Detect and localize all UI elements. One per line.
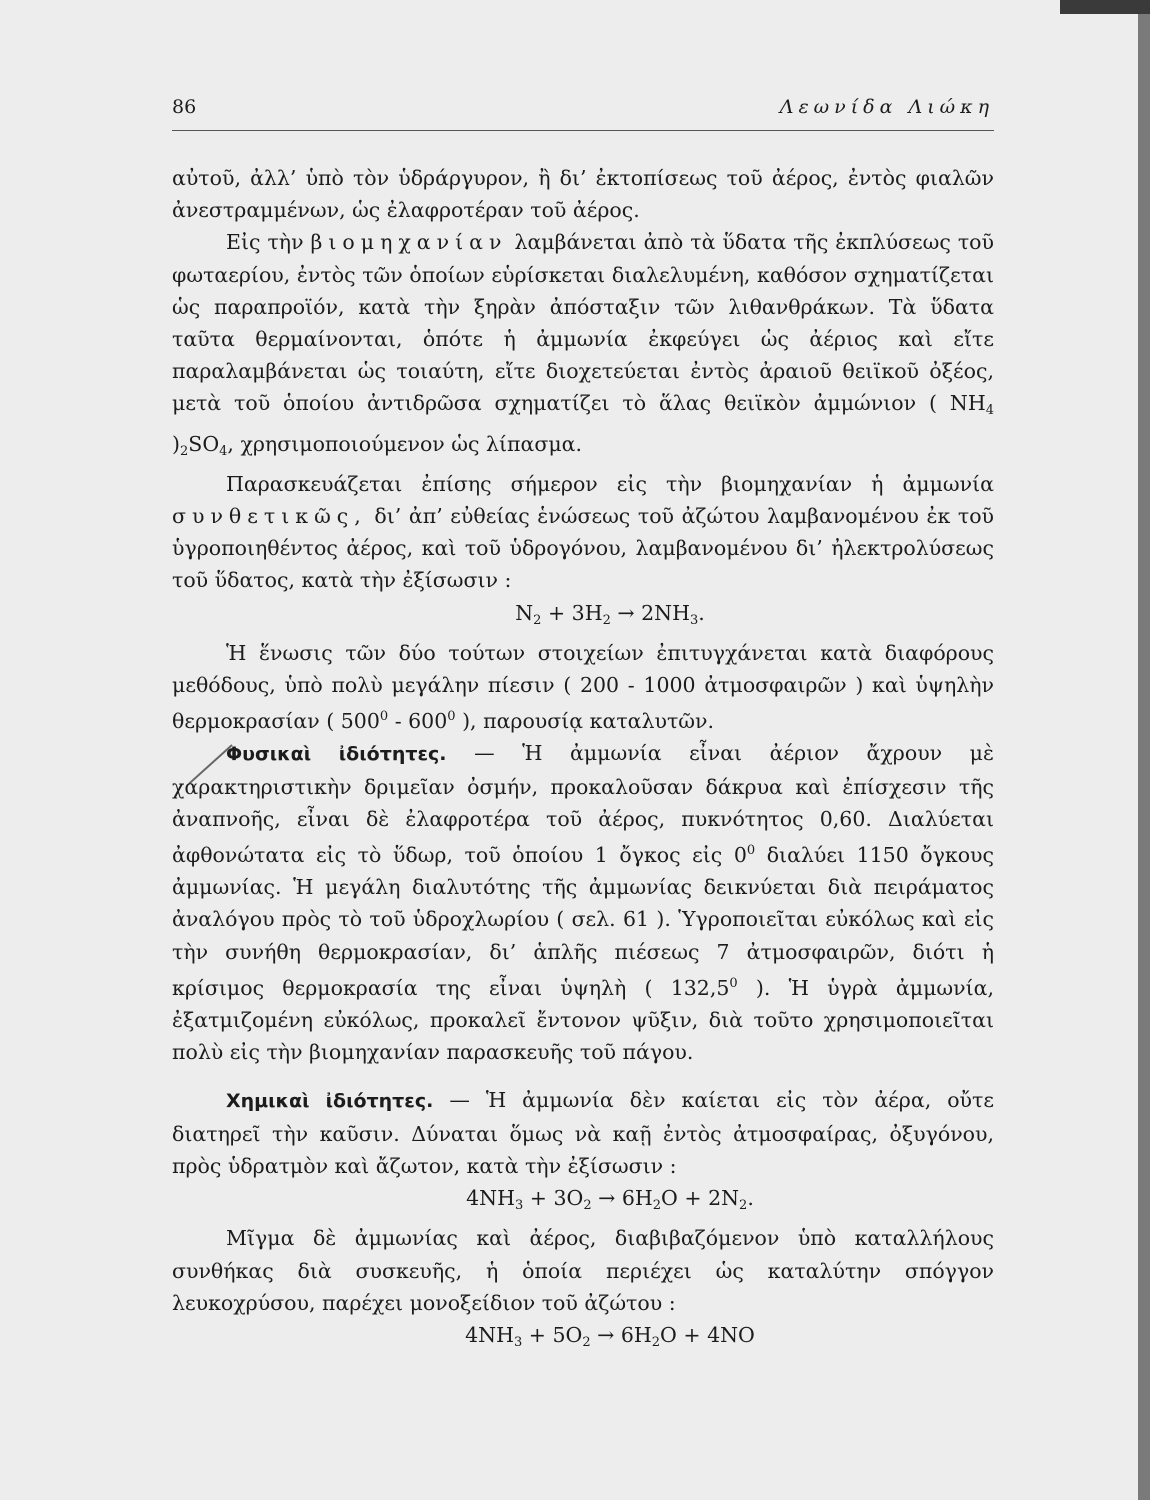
eq2-2: + 3O (523, 1186, 584, 1211)
p5-b: διαλύει 1150 ὄγκους ἀμμωνίας. Ἡ μεγάλη διαλυτότης τῆς ἀμμωνίας δεικνύεται διὰ πειράματος ἀναλόγου πρὸς τὸ τοῦ ὑδροχλωρίου ( σελ. 61 ). Ὑγροποιεῖται εὐκόλως καὶ εἰς τὴν συνήθη θερμοκρασίαν, δι’ ἁπλῆς πιέσεως 7 ἀτμοσφαιρῶν, διότι ἡ κρίσιμος θερμοκρασία της εἶναι ὑψηλὴ ( 132,5 (172, 843, 994, 1000)
p6-text: — Ἡ ἀμμωνία δὲν καίεται εἰς τὸν ἀέρα, οὔτε διατηρεῖ τὴν καῦσιν. Δύναται ὅμως νὰ καῇ ἐντὸς ἀτμοσφαίρας, ὀξυγόνου, πρὸς ὑδρατμὸν καὶ ἄζωτον, κατὰ τὴν ἐξίσωσιν : (172, 1088, 994, 1178)
f-b: 4 (985, 403, 994, 419)
p2-spaced-word: βιομηχανίαν (310, 230, 508, 255)
paragraph-1: αὐτοῦ, ἀλλ’ ὑπὸ τὸν ὑδράργυρον, ἢ δι’ ἐκτοπίσεως τοῦ ἀέρος, ἐντὸς φιαλῶν ἀνεστραμμένων, ὡς ἐλαφροτέραν τοῦ ἀέρος. (172, 166, 994, 223)
eq1-3: 2 (602, 612, 611, 628)
eq3-2: + 5O (522, 1322, 583, 1347)
f-f: 4 (219, 443, 228, 459)
running-head: Λεωνίδα Λιώκη (779, 96, 994, 118)
f-e: SO (188, 431, 220, 456)
p4-sup1: 0 (379, 709, 389, 725)
eq1-5: 3 (689, 612, 699, 628)
paragraph-4 (172, 637, 994, 738)
paragraph-2 (172, 226, 994, 467)
p3-start: Παρασκευάζεται ἐπίσης σήμερον εἰς τὴν βιομηχανίαν ἡ ἀμμωνία (226, 471, 994, 496)
eq2-3: 2 (583, 1198, 592, 1214)
f-a: ( NH (929, 391, 986, 416)
eq2-5: 2 (652, 1198, 662, 1214)
eq2-4: → 6H (591, 1186, 653, 1211)
p2-rest: λαμβάνεται ἀπὸ τὰ ὕδατα τῆς ἐκπλύσεως τοῦ φωταερίου, ἐντὸς τῶν ὁποίων εὑρίσκεται διαλελυμένη, καθόσον σχηματίζεται ὡς παραπροϊόν, κατὰ τὴν ξηρὰν ἀπόσταξιν τῶν λιθανθράκων. Τὰ ὕδατα ταῦτα θερμαίνονται, ὁπότε ἡ ἀμμωνία ἐκφεύγει ὡς ἀέριος καὶ εἴτε παραλαμβάνεται ὡς τοιαύτη, εἴτε διοχετεύεται ἐντὸς ἀραιοῦ θειϊκοῦ ὀξέος, μετὰ τοῦ ὁποίου ἀντιδρῶσα σχηματίζει τὸ ἅλας θειϊκὸν ἀμμώνιον (172, 230, 994, 416)
paragraph-7: Μῖγμα δὲ ἀμμωνίας καὶ ἀέρος, διαβιβαζόμενον ὑπὸ καταλλήλους συνθήκας διὰ συσκευῆς, ἡ ὁποία περιέχει ὡς καταλύτην σπόγγον λευκοχρύσου, παρέχει μονοξείδιον τοῦ ἀζώτου : (172, 1226, 994, 1315)
paragraph-6 (172, 1084, 994, 1182)
heading-chemical-properties: Χημικαὶ ἰδιότητες. (226, 1090, 434, 1113)
heading-physical-properties: Φυσικαὶ ἰδιότητες. (226, 743, 447, 766)
p4-end: ), παρουσίᾳ καταλυτῶν. (455, 709, 714, 734)
p4-sup2: 0 (447, 709, 456, 725)
eq3-0: 4NH (465, 1322, 514, 1347)
p5-a: — Ἡ ἀμμωνία εἶναι ἀέριον ἄχρουν μὲ χαρακτηριστικὴν δριμεῖαν ὀσμήν, προκαλοῦσαν δάκρυα καὶ ἐπίσχεσιν τῆς ἀναπνοῆς, εἶναι δὲ ἐλαφροτέρα τοῦ ἀέρος, πυκνότητος 0,60. Διαλύεται ἀφθονώτατα εἰς τὸ ὕδωρ, τοῦ ὁποίου 1 ὄγκος εἰς 0 (172, 741, 994, 868)
p4-mid: - 600 (388, 709, 448, 734)
p5-sup1: 0 (746, 843, 756, 859)
scan-edge (1138, 0, 1150, 1500)
eq1-2: + 3H (541, 600, 603, 625)
paragraph-3 (172, 468, 994, 597)
eq2-0: 4NH (466, 1186, 515, 1211)
scan-shadow (1060, 0, 1150, 14)
eq3-4: → 6H (590, 1322, 652, 1347)
eq3-6: O + 4NO (660, 1322, 755, 1347)
p3-rest: δι’ ἀπ’ εὐθείας ἑνώσεως τοῦ ἀζώτου λαμβανομένου ἐκ τοῦ ὑγροποιηθέντος ἀέρος, καὶ τοῦ ὑδρογόνου, λαμβανομένου δι’ ἠλεκτρολύσεως τοῦ ὕδατος, κατὰ τὴν ἐξίσωσιν : (172, 504, 994, 593)
eq2-7: 2 (739, 1198, 748, 1214)
equation-2 (172, 1182, 994, 1222)
f-c: ) (172, 431, 180, 456)
p5-sup2: 0 (729, 975, 738, 991)
paragraph-5 (172, 737, 994, 1068)
eq1-0: N (515, 600, 534, 625)
eq1-1: 2 (533, 612, 542, 628)
eq3-3: 2 (582, 1334, 591, 1350)
eq1-4: → 2NH (610, 600, 690, 625)
eq2-6: O + 2N (661, 1186, 740, 1211)
page-header (172, 96, 994, 131)
eq2-8: . (747, 1186, 754, 1211)
eq3-5: 2 (651, 1334, 661, 1350)
p2-end: , χρησιμοποιούμενον ὡς λίπασμα. (227, 431, 583, 456)
f-d: 2 (180, 443, 189, 459)
page-number: 86 (172, 96, 197, 118)
equation-3 (172, 1319, 994, 1359)
eq3-1: 3 (514, 1334, 523, 1350)
p5-c: ). Ἡ ὑγρὰ ἀμμωνία, ἐξατμιζομένη εὐκόλως, προκαλεῖ ἔντονον ψῦξιν, διὰ τοῦτο χρησιμοποιεῖται πολὺ εἰς τὴν βιομηχανίαν παρασκευῆς τοῦ πάγου. (172, 975, 994, 1065)
equation-1 (172, 597, 994, 637)
eq1-6: . (698, 600, 705, 625)
eq2-1: 3 (515, 1198, 524, 1214)
body-text (172, 162, 994, 1359)
p4-a: Ἡ ἕνωσις τῶν δύο τούτων στοιχείων ἐπιτυγχάνεται κατὰ διαφόρους μεθόδους, ὑπὸ πολὺ μεγάλην πίεσιν ( 200 - 1000 ἀτμοσφαιρῶν ) καὶ ὑψηλὴν θερμοκρασίαν ( 500 (172, 640, 994, 734)
p3-spaced-word: συνθετικῶς, (172, 504, 367, 529)
p2-start: Εἰς τὴν (226, 230, 304, 255)
